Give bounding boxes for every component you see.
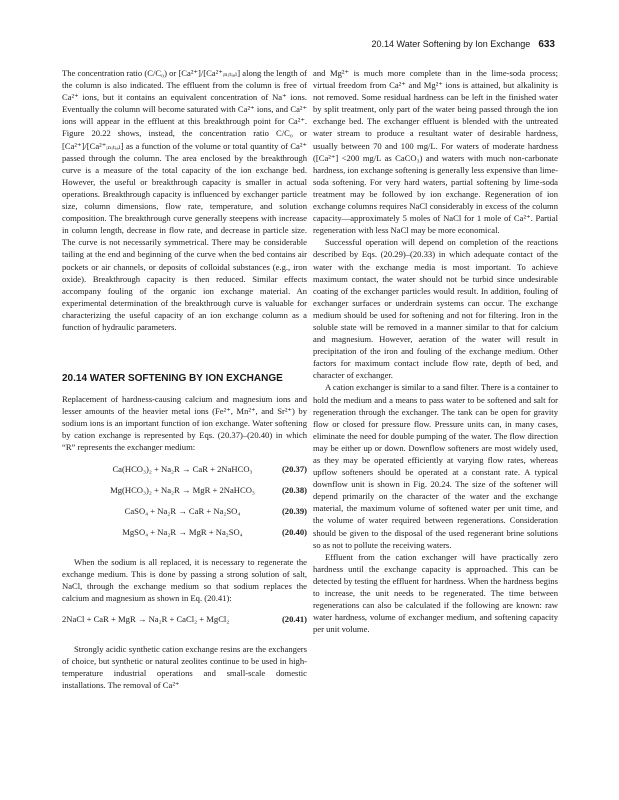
paragraph: Successful operation will depend on completion of the reactions described by Eqs. (20.29)–(20.33) in which adequate contact of the water with the exchange media is most important. To achieve maximum contact, the water should not be turbid since undesirable coating of the exchanger particles would result. In addition, fouling of exchanger surfaces or underdrain systems can occur. The exchange medium should be used for softening and not for filtering. Iron in the soluble state will be removed in a manner similar to that for calcium and magnesium. However, aeration of the water will result in precipitation of the iron and fouling of the exchange medium. Other factors for maximum contact include flow rate, depth of bed, and character of exchanger. (313, 237, 558, 381)
equation-formula: Ca(HCO₃)₂ + Na₂R → CaR + 2NaHCO₃ (112, 463, 253, 474)
page-number: 633 (538, 39, 555, 50)
equation-number: (20.38) (281, 484, 307, 495)
running-title: 20.14 Water Softening by Ion Exchange (371, 39, 531, 49)
right-column (313, 67, 558, 635)
equation-formula: CaSO₄ + Na₂R → CaR + Na₂SO₄ (124, 505, 241, 516)
equation-number: (20.40) (281, 526, 307, 537)
equation-block (62, 463, 307, 547)
paragraph: Effluent from the cation exchanger will have practically zero hardness until the exchange capacity is approached. This can be detected by testing the effluent for hardness. When the hardness begins to increase, the unit needs to be regenerated. The time between regenerations can also be calculated if the following are known: raw water hardness, volume of exchanger medium, and softening capacity per unit volume. (313, 551, 558, 635)
equation-formula: MgSO₄ + Na₂R → MgR + Na₂SO₄ (122, 526, 243, 537)
equation-number: (20.39) (281, 505, 307, 516)
paragraph: and Mg²⁺ is much more complete than in the lime-soda process; virtual freedom from Ca²⁺ and Mg²⁺ ions is attained, but alkalinity is not removed. Some residual hardness can be left in the finished water by split treatment, only part of the water being passed through the ion exchange bed. The exchanger effluent is blended with the untreated water stream to produce a resultant water of desirable hardness, usually between 70 and 100 mg/L. For waters of moderate hardness ([Ca²⁺] <200 mg/L as CaCO₃) and waters with much non-carbonate hardness, ion exchange softening is generally less expensive than lime-soda softening. For very hard waters, partial softening by lime-soda treatment may be followed by ion exchange. Regeneration of ion exchange columns requires NaCl considerably in excess of the column capacity—approximately 5 moles of NaCl for 1 mole of Ca²⁺. Partial regeneration with less NaCl may be more economical. (313, 68, 558, 236)
paragraph: Replacement of hardness-causing calcium and magnesium ions and lesser amounts of the heavier metal ions (Fe²⁺, Mn²⁺, and Sr²⁺) by sodium ions is an important function of ion exchange. Water softening by cation exchange is represented by Eqs. (20.37)–(20.40) in which “R” represents the exchanger medium: (62, 394, 307, 453)
equation-formula: 2NaCl + CaR + MgR → Na₂R + CaCl₂ + MgCl₂ (62, 613, 230, 624)
equation-number: (20.41) (281, 613, 307, 624)
left-column (62, 67, 307, 691)
equation (62, 484, 307, 505)
equation (62, 505, 307, 526)
section-heading: 20.14 WATER SOFTENING BY ION EXCHANGE (62, 373, 283, 385)
paragraph: Strongly acidic synthetic cation exchange resins are the exchangers of choice, but synthetic or natural zeolites continue to be used in high-temperature industrial operations and small-scale domestic installations. The removal of Ca²⁺ (62, 643, 307, 691)
running-header (372, 39, 555, 50)
equation (62, 463, 307, 484)
equation-formula: Mg(HCO₃)₂ + Na₂R → MgR + 2NaHCO₃ (110, 484, 255, 495)
paragraph: A cation exchanger is similar to a sand filter. There is a container to hold the medium and a means to pass water to be softened and salt for regeneration through the exchanger. The tank can be open for gravity flow or closed for pressure flow. Pressure units can, in many cases, eliminate the need for double pumping of the water. The flow direction may be either up or down. Downflow softeners are most widely used, as they may be operated efficiently at varying flow rates, whereas upflow softeners should be operated at a constant rate. A typical downflow unit is shown in Fig. 20.24. The size of the softener will depend primarily on the character of the water and the exchange material, the maximum volume of softened water per unit time, and the volume of water required between regenerations. Consideration should be given to the disposal of the used regenerant brine solutions so as not to pollute the receiving waters. (313, 382, 558, 550)
paragraph: The concentration ratio (C/C₀) or [Ca²⁺]/[Ca²⁺ᵢₙᵢₜᵢₐₗ] along the length of the column is also indicated. The effluent from the column is free of Ca²⁺ ions, but it contains an equivalent concentration of Na⁺ ions. Eventually the column will become saturated with Ca²⁺ ions, and Ca²⁺ ions will appear in the effluent at this breakthrough point for Ca²⁺. Figure 20.22 shows, instead, the concentration ratio C/C₀ or [Ca²⁺]/[Ca²⁺ᵢₙᵢₜᵢₐₗ] as a function of the volume or total quantity of Ca²⁺ passed through the column. The area enclosed by the breakthrough curve is a measure of the total capacity of the ion exchange bed. However, the useful or breakthrough capacity is smaller in actual operations. Breakthrough capacity is influenced by exchanger particle size, column dimensions, flow rate, temperature, and solution composition. The breakthrough curve generally steepens with increase in column length, decrease in flow rate, and decrease in particle size. The curve is not necessarily symmetrical. There may be considerable tailing at the end and beginning of the curve when the bed contains air pockets or air channels, or deposits of colloidal substances (e.g., iron oxide). Breakthrough capacity is then reduced. Similar effects accompany fouling of the organic ion exchange material. An experimental determination of the breakthrough curve is valuable for characterizing the useful capacity of an ion exchange column as a function of hydraulic parameters. (62, 68, 307, 332)
equation (62, 613, 307, 634)
equation-number: (20.37) (281, 463, 307, 474)
paragraph: When the sodium is all replaced, it is necessary to regenerate the exchange medium. This is done by passing a strong solution of salt, NaCl, through the exchange medium so that sodium replaces the calcium and magnesium as shown in Eq. (20.41): (62, 556, 307, 603)
equation-block (62, 613, 307, 634)
equation (62, 526, 307, 547)
